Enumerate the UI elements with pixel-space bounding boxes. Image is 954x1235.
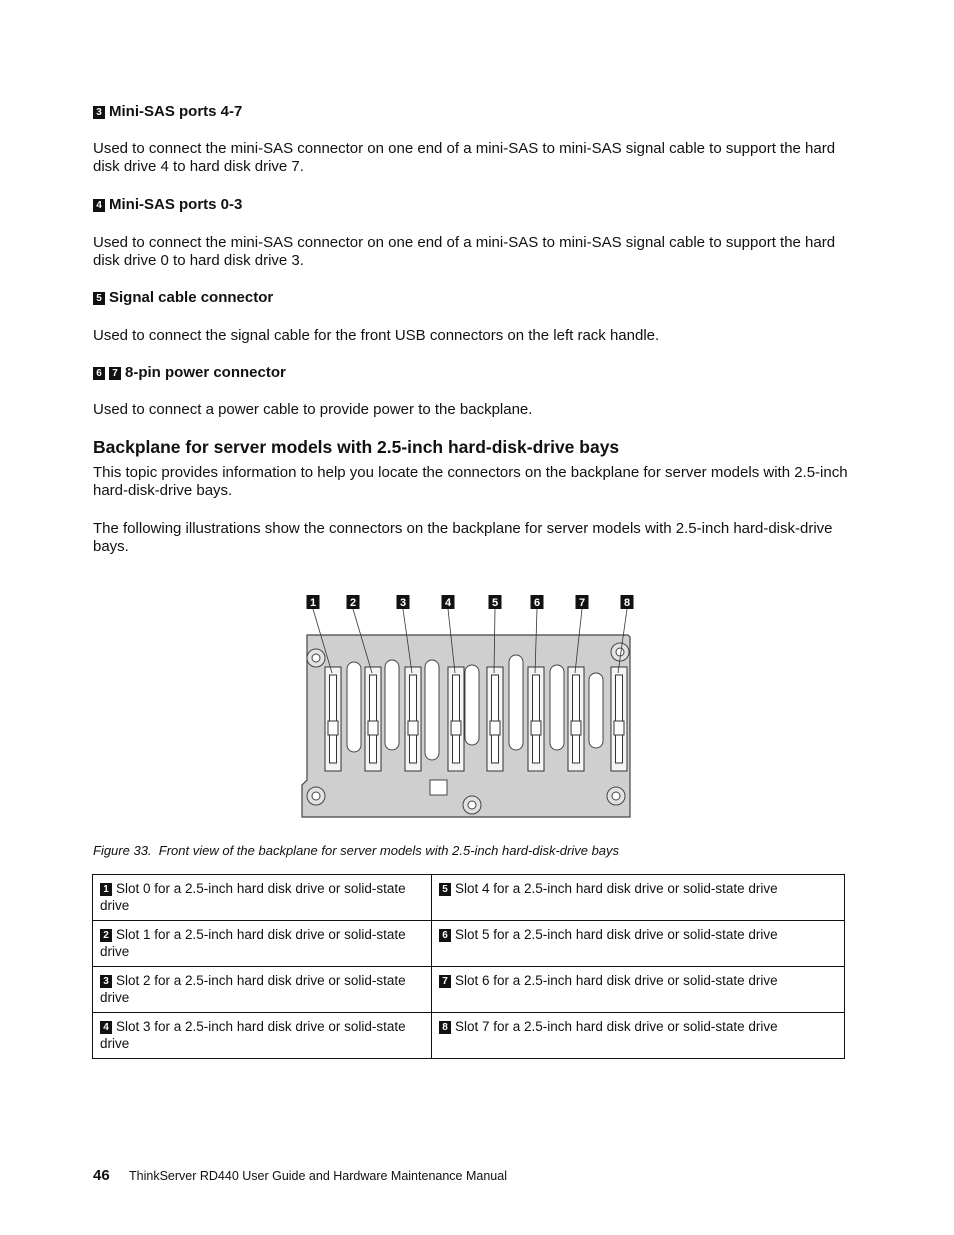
connector-key — [408, 721, 418, 735]
connector-slot — [533, 675, 540, 763]
connector-slot — [616, 675, 623, 763]
caption-text: Front view of the backplane for server models with 2.5-inch hard-disk-drive bays — [158, 843, 620, 858]
legend-text: Slot 5 for a 2.5-inch hard disk drive or solid-state drive — [455, 927, 778, 942]
legend-cell — [432, 921, 845, 967]
callout-badge: 5 — [93, 292, 105, 305]
connector-slot — [370, 675, 377, 763]
callout-number: 3 — [399, 597, 407, 609]
connector-key — [531, 721, 541, 735]
legend-cell — [432, 1013, 845, 1059]
legend-text: Slot 2 for a 2.5-inch hard disk drive or solid-state drive — [100, 973, 406, 1005]
vent-slot — [425, 660, 439, 760]
paragraph: Used to connect the signal cable for the front USB connectors on the left rack handle. — [93, 327, 660, 344]
legend-cell — [432, 875, 845, 921]
legend-cell — [93, 1013, 432, 1059]
legend-row — [93, 1013, 845, 1059]
connector-key — [328, 721, 338, 735]
mounting-hole — [463, 796, 481, 814]
callout-number: 6 — [533, 597, 541, 609]
vent-slot — [589, 673, 603, 748]
vent-slot — [385, 660, 399, 750]
legend-cell — [432, 967, 845, 1013]
vent-slot — [550, 665, 564, 750]
paragraph: Used to connect the mini-SAS connector on one end of a mini-SAS to mini-SAS signal cable to support the hard disk drive 4 to hard disk drive 7. — [93, 140, 836, 175]
subheading-text: Mini-SAS ports 0-3 — [109, 196, 243, 213]
connector-key — [614, 721, 624, 735]
paragraph: Used to connect a power cable to provide power to the backplane. — [93, 401, 533, 418]
callout-badge: 2 — [100, 929, 112, 942]
legend-table — [92, 874, 845, 1059]
legend-cell — [93, 921, 432, 967]
caption-label: Figure 33. — [93, 843, 152, 858]
callout-badge: 6 — [439, 929, 451, 942]
connector-key — [571, 721, 581, 735]
footer-title: ThinkServer RD440 User Guide and Hardware Maintenance Manual — [129, 1169, 507, 1183]
legend-cell — [93, 875, 432, 921]
legend-text: Slot 1 for a 2.5-inch hard disk drive or solid-state drive — [100, 927, 406, 959]
connector-slot — [410, 675, 417, 763]
callout-number: 1 — [309, 597, 317, 609]
callout-badge: 7 — [439, 975, 451, 988]
callout-badge: 8 — [439, 1021, 451, 1034]
signal-connector — [430, 780, 447, 795]
connector-slot — [330, 675, 337, 763]
intro-paragraph: This topic provides information to help you locate the connectors on the backplane for server models with 2.5-inch hard-disk-drive bays. — [93, 464, 848, 499]
mounting-hole — [307, 649, 325, 667]
figure-caption — [93, 843, 619, 858]
connector-key — [368, 721, 378, 735]
backplane-illustration — [290, 585, 640, 825]
mounting-hole — [307, 787, 325, 805]
legend-row — [93, 921, 845, 967]
callout-badge: 1 — [100, 883, 112, 896]
legend-row — [93, 967, 845, 1013]
connector-slot — [573, 675, 580, 763]
subheading-text: Signal cable connector — [109, 289, 274, 306]
subheading-mini-sas-4-7 — [93, 103, 242, 120]
subheading-mini-sas-0-3 — [93, 196, 242, 213]
legend-text: Slot 7 for a 2.5-inch hard disk drive or solid-state drive — [455, 1019, 778, 1034]
vent-slot — [465, 665, 479, 745]
callout-number: 8 — [623, 597, 631, 609]
subheading-signal-cable — [93, 289, 273, 306]
callout-badge: 4 — [93, 199, 105, 212]
connector-key — [490, 721, 500, 735]
callout-number: 4 — [444, 597, 452, 609]
legend-text: Slot 6 for a 2.5-inch hard disk drive or solid-state drive — [455, 973, 778, 988]
page-number: 46 — [93, 1167, 110, 1184]
callout-badge: 3 — [93, 106, 105, 119]
paragraph: Used to connect the mini-SAS connector on one end of a mini-SAS to mini-SAS signal cable to support the hard disk drive 0 to hard disk drive 3. — [93, 234, 836, 269]
legend-row — [93, 875, 845, 921]
connector-key — [451, 721, 461, 735]
callout-badge: 5 — [439, 883, 451, 896]
callout-badge: 6 — [93, 367, 105, 380]
subheading-text: Mini-SAS ports 4-7 — [109, 103, 243, 120]
callout-badge: 4 — [100, 1021, 112, 1034]
vent-slot — [509, 655, 523, 750]
intro-paragraph: The following illustrations show the connectors on the backplane for server models with 2.5-inch hard-disk-drive bays. — [93, 520, 833, 555]
callout-number: 2 — [349, 597, 357, 609]
legend-cell — [93, 967, 432, 1013]
callout-badge: 3 — [100, 975, 112, 988]
subheading-text: 8-pin power connector — [125, 364, 286, 381]
mounting-hole — [607, 787, 625, 805]
callout-number: 7 — [578, 597, 586, 609]
connector-slot — [492, 675, 499, 763]
vent-slot — [347, 662, 361, 752]
legend-text: Slot 0 for a 2.5-inch hard disk drive or solid-state drive — [100, 881, 406, 913]
connector-slot — [453, 675, 460, 763]
section-heading: Backplane for server models with 2.5-inch hard-disk-drive bays — [93, 437, 620, 457]
callout-number: 5 — [491, 597, 499, 609]
callout-badge: 7 — [109, 367, 121, 380]
subheading-power-connector — [93, 364, 286, 381]
legend-text: Slot 3 for a 2.5-inch hard disk drive or solid-state drive — [100, 1019, 406, 1051]
legend-text: Slot 4 for a 2.5-inch hard disk drive or solid-state drive — [455, 881, 778, 896]
